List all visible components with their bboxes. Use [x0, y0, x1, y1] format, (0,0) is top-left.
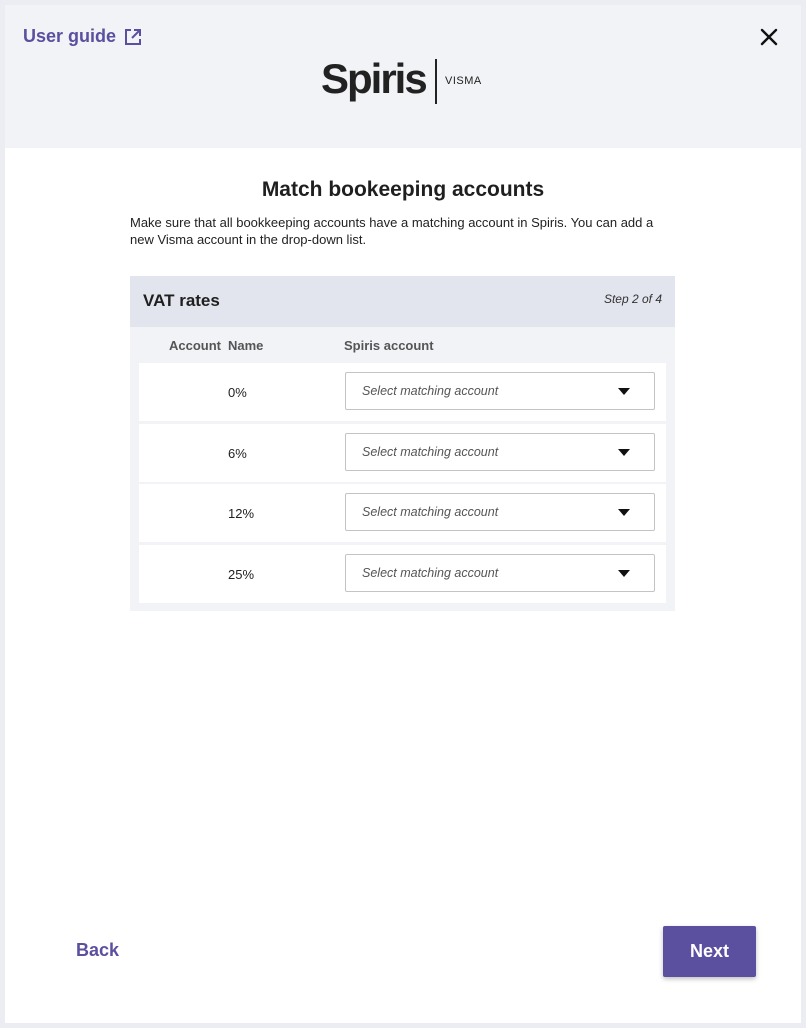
panel-header: [130, 276, 675, 327]
table-row: [139, 484, 666, 542]
brand-name: Spiris: [321, 55, 426, 102]
row-name: 6%: [228, 445, 247, 461]
caret-down-icon: [618, 388, 630, 395]
table-row: [139, 545, 666, 603]
brand-sub: VISMA: [445, 75, 482, 87]
modal-header: [5, 5, 801, 148]
row-name: 25%: [228, 566, 255, 582]
table-row: [139, 424, 666, 482]
panel-title: VAT rates: [143, 291, 220, 310]
vat-rates-panel: [130, 276, 675, 611]
user-guide-label: User guide: [23, 26, 117, 46]
row-name: 0%: [228, 385, 247, 400]
spiris-account-select[interactable]: [345, 493, 655, 531]
spiris-account-select[interactable]: [345, 433, 655, 471]
user-guide-link[interactable]: [23, 26, 142, 47]
brand-divider: [435, 59, 437, 104]
caret-down-icon: [618, 449, 630, 456]
account-rows: [139, 363, 666, 605]
modal-dialog: [5, 5, 801, 1023]
column-header-account: Account: [169, 338, 221, 353]
back-button[interactable]: Back: [76, 940, 120, 960]
select-placeholder: Select matching account: [362, 444, 499, 459]
column-header-name: Name: [228, 338, 264, 353]
close-icon[interactable]: [757, 25, 781, 49]
table-row: [139, 363, 666, 421]
next-button[interactable]: Next: [663, 926, 756, 977]
spiris-account-select[interactable]: [345, 554, 655, 592]
select-placeholder: Select matching account: [362, 565, 499, 580]
caret-down-icon: [618, 509, 630, 516]
column-header-spiris-account: Spiris account: [344, 338, 434, 353]
page-title: Match bookeeping accounts: [261, 178, 545, 201]
spiris-account-select[interactable]: [345, 372, 655, 410]
step-indicator: Step 2 of 4: [603, 292, 662, 306]
select-placeholder: Select matching account: [362, 505, 499, 519]
external-link-icon: [124, 28, 142, 46]
select-placeholder: Select matching account: [362, 384, 499, 398]
row-name: 12%: [228, 506, 255, 521]
caret-down-icon: [618, 570, 630, 577]
page-description: Make sure that all bookkeeping accounts have a matching account in Spiris. You can add a new Visma account in the drop-down list.: [130, 215, 654, 247]
